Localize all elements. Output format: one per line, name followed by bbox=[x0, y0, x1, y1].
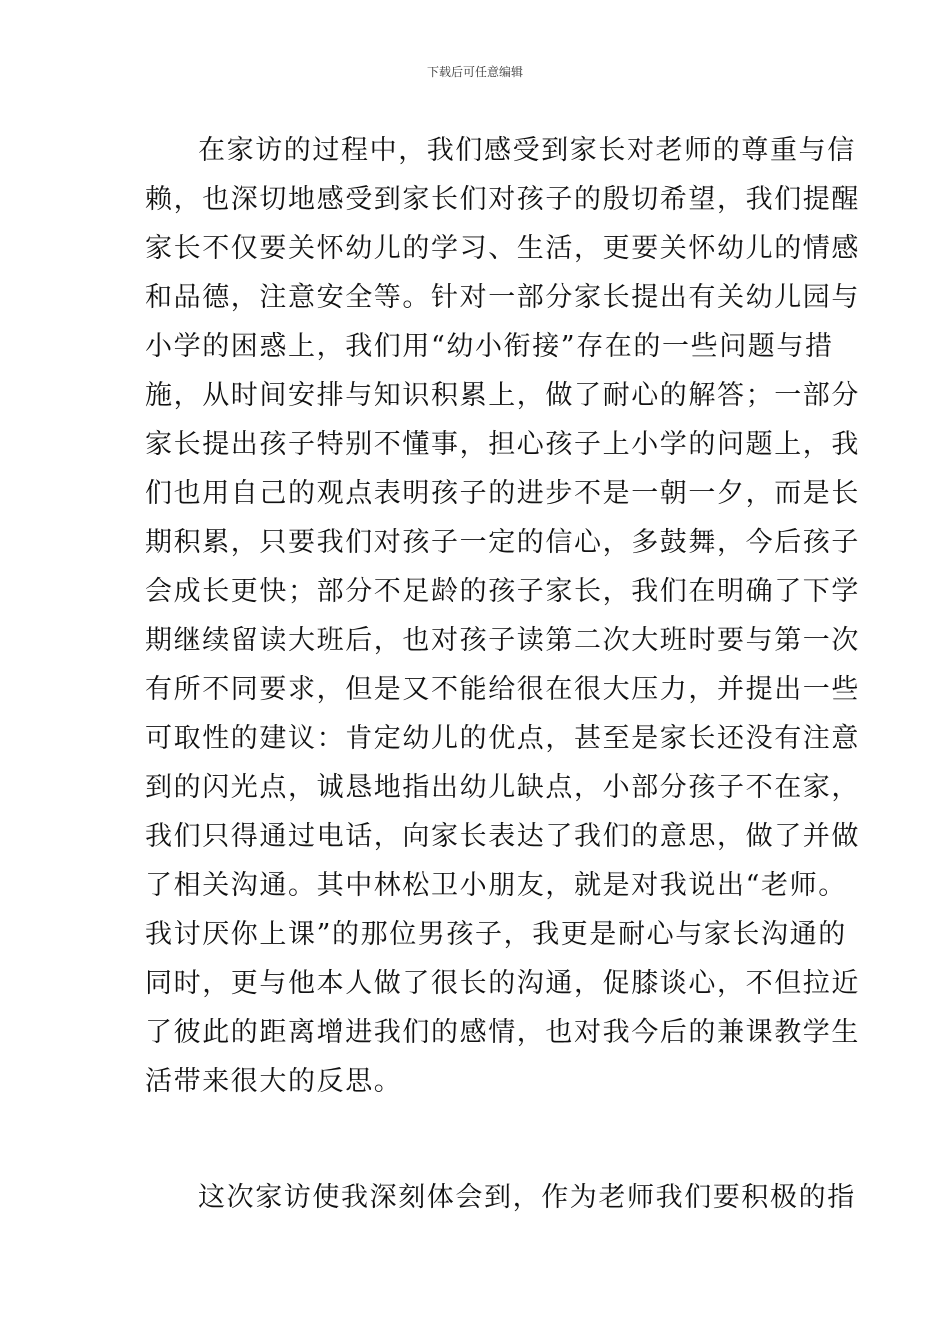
paragraph-1-line-10: 会成长更快；部分不足龄的孩子家长，我们在明确了下学 bbox=[145, 576, 860, 607]
paragraph-1-line-15: 我们只得通过电话，向家长表达了我们的意思，做了并做 bbox=[145, 821, 860, 852]
paragraph-1-line-5: 小学的困惑上，我们用“幼小衔接”存在的一些问题与措 bbox=[145, 331, 834, 362]
paragraph-1-line-6: 施，从时间安排与知识积累上，做了耐心的解答；一部分 bbox=[145, 380, 860, 411]
paragraph-1-line-7: 家长提出孩子特别不懂事，担心孩子上小学的问题上，我 bbox=[145, 429, 860, 460]
paragraph-1-line-2: 赖，也深切地感受到家长们对孩子的殷切希望，我们提醒 bbox=[145, 184, 860, 215]
paragraph-1-line-4: 和品德，注意安全等。针对一部分家长提出有关幼儿园与 bbox=[145, 282, 860, 313]
paragraph-1-line-18: 同时，更与他本人做了很长的沟通，促膝谈心，不但拉近 bbox=[145, 968, 860, 999]
paragraph-1-line-1: 在家访的过程中，我们感受到家长对老师的尊重与信 bbox=[198, 135, 856, 166]
paragraph-1-line-3: 家长不仅要关怀幼儿的学习、生活，更要关怀幼儿的情感 bbox=[145, 233, 860, 264]
paragraph-1-line-19: 了彼此的距离增进我们的感情，也对我今后的兼课教学生 bbox=[145, 1017, 860, 1048]
paragraph-1-line-13: 可取性的建议：肯定幼儿的优点，甚至是家长还没有注意 bbox=[145, 723, 860, 754]
paragraph-1-line-12: 有所不同要求，但是又不能给很在很大压力，并提出一些 bbox=[145, 674, 860, 705]
paragraph-1-line-16: 了相关沟通。其中林松卫小朋友，就是对我说出“老师。 bbox=[145, 870, 847, 901]
paragraph-1-line-17: 我讨厌你上课”的那位男孩子，我更是耐心与家长沟通的 bbox=[145, 919, 847, 950]
paragraph-1-line-11: 期继续留读大班后，也对孩子读第二次大班时要与第一次 bbox=[145, 625, 860, 656]
paragraph-1-line-20: 活带来很大的反思。 bbox=[145, 1066, 403, 1097]
paragraph-1-line-8: 们也用自己的观点表明孩子的进步不是一朝一夕，而是长 bbox=[145, 478, 860, 509]
paragraph-2-line-1: 这次家访使我深刻体会到，作为老师我们要积极的指 bbox=[198, 1182, 856, 1213]
paragraph-1-line-9: 期积累，只要我们对孩子一定的信心，多鼓舞，今后孩子 bbox=[145, 527, 860, 558]
page-header: 下载后可任意编辑 bbox=[426, 65, 523, 79]
paragraph-1-line-14: 到的闪光点，诚恳地指出幼儿缺点，小部分孩子不在家， bbox=[145, 772, 860, 803]
